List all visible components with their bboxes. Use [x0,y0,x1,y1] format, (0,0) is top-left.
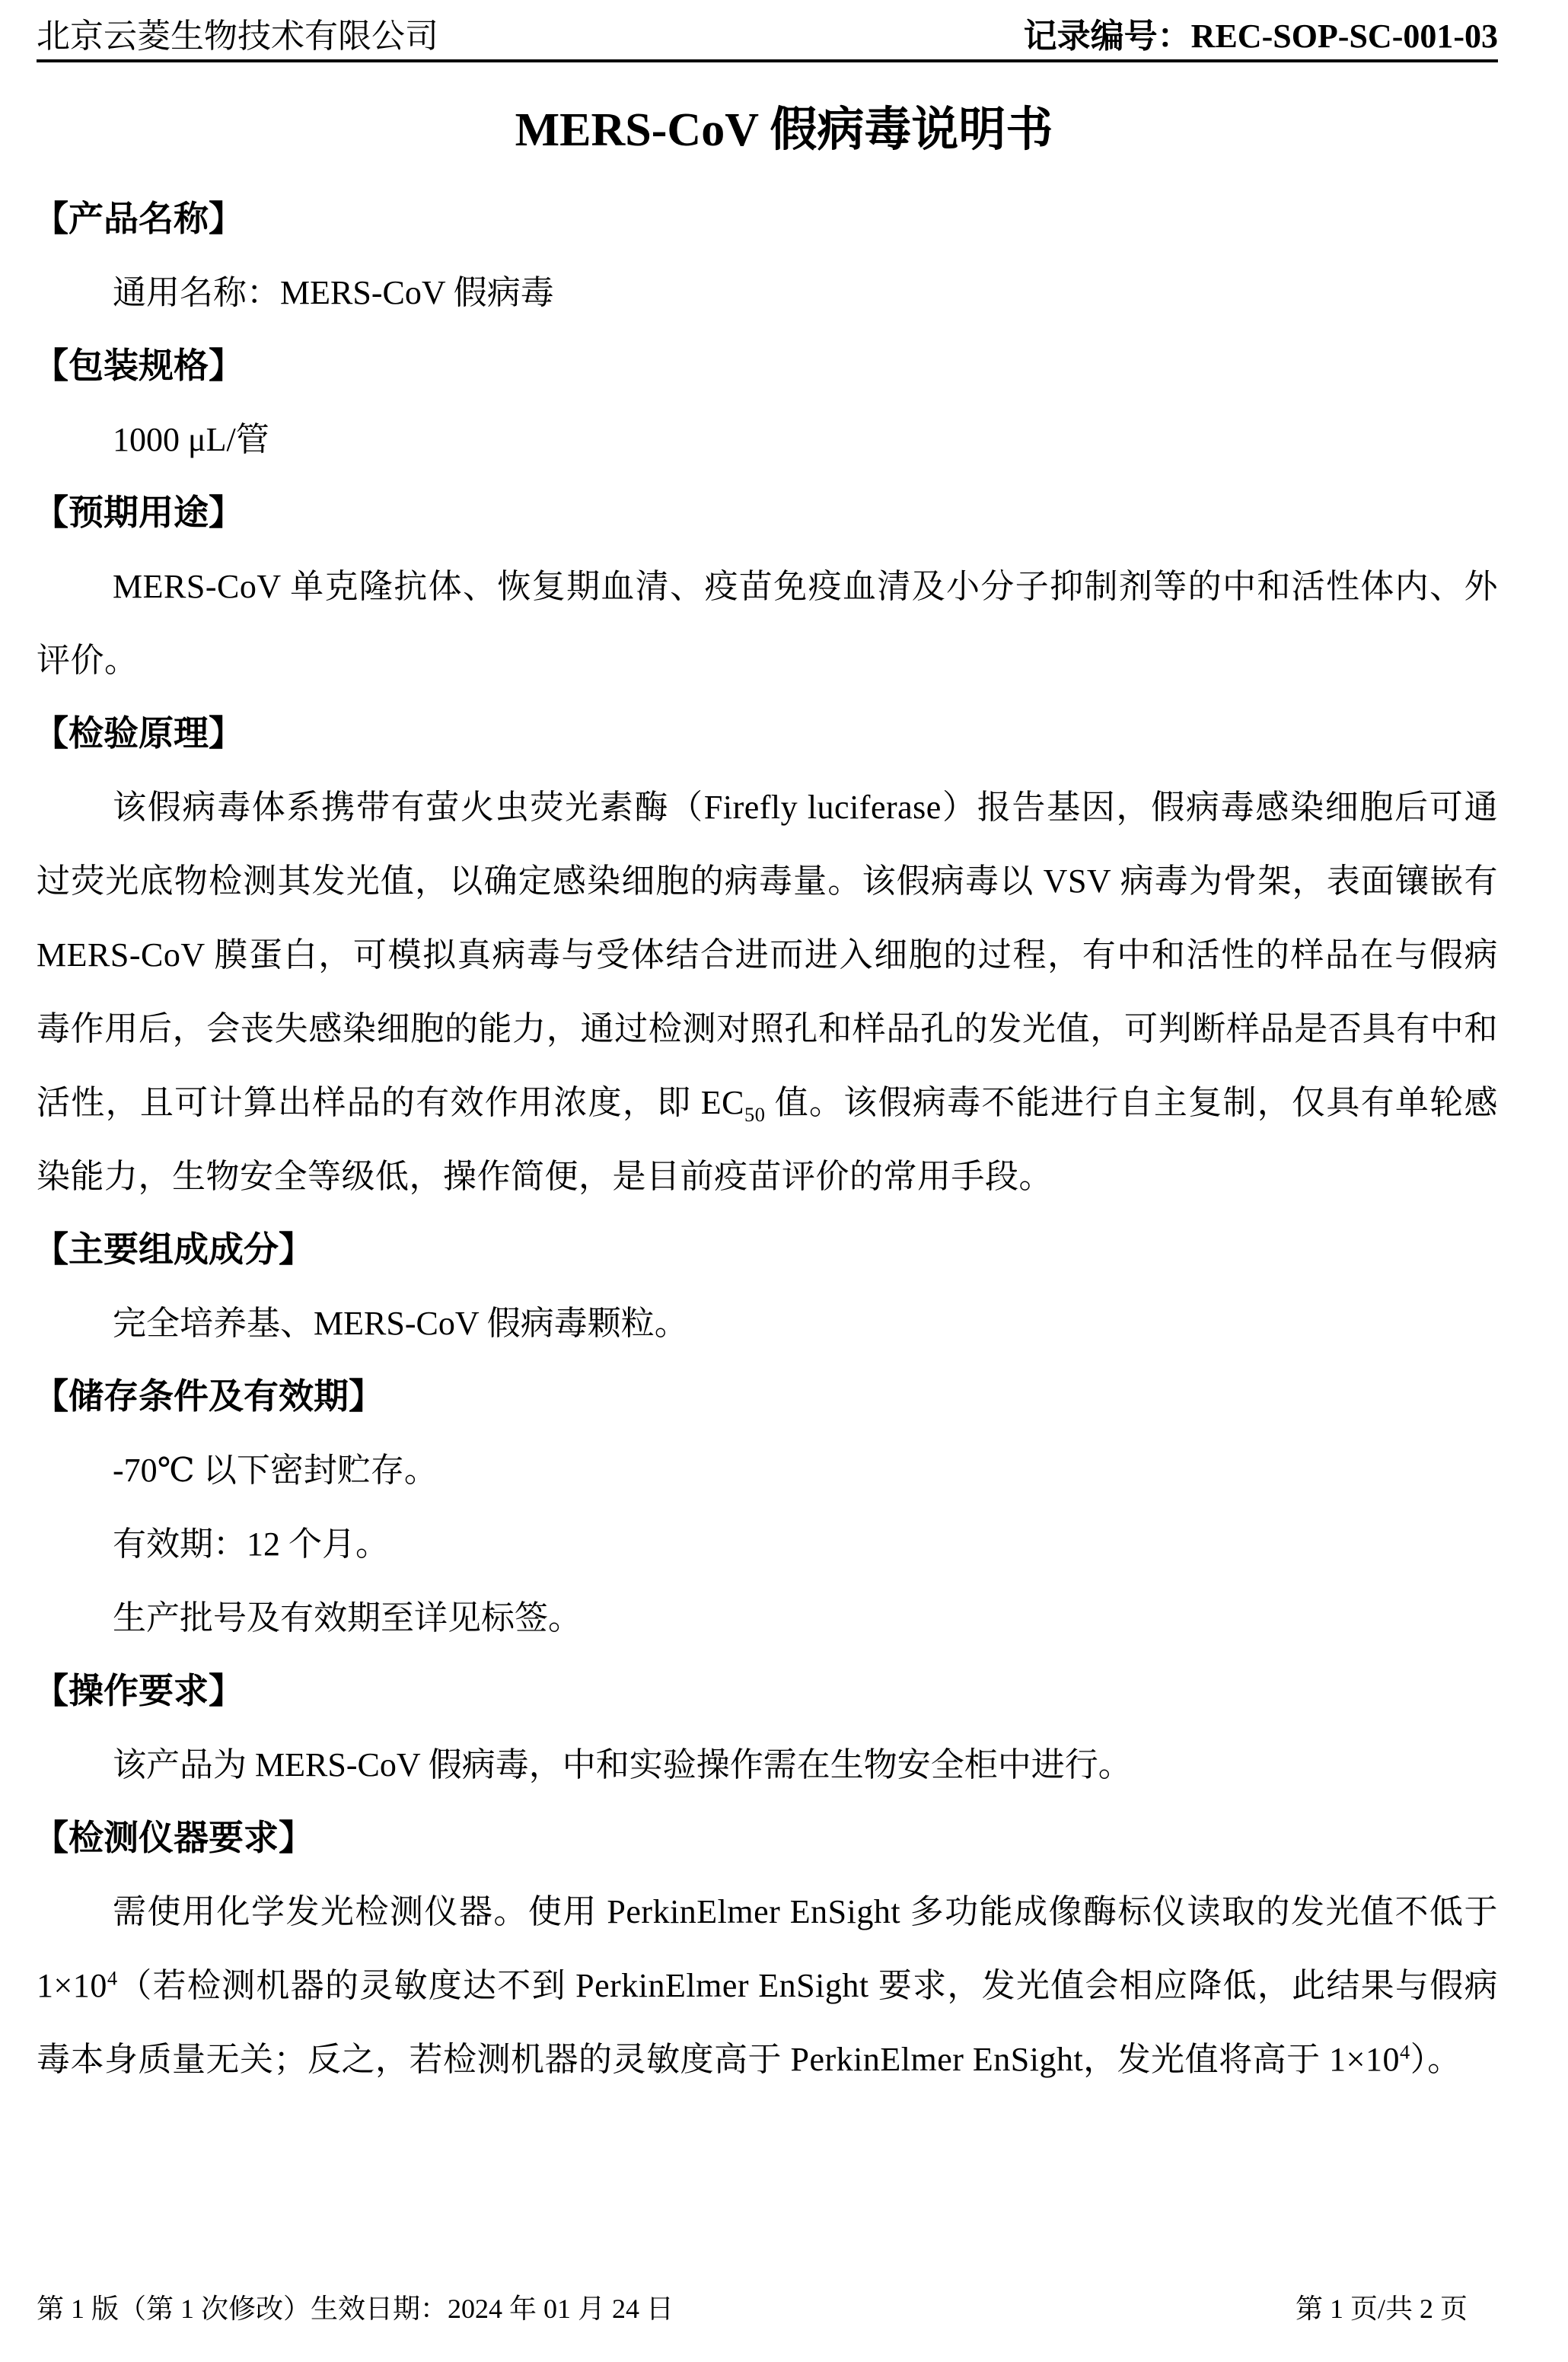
section-heading-principle: 【检验原理】 [33,714,244,753]
principle-text-b: 值。该假病毒不能进行自主复制，仅具有单轮感染能力，生物安全等级低，操作简便，是目前疫苗评价的常用手段。 [37,1084,1498,1195]
section-heading-packaging: 【包装规格】 [33,346,244,385]
instrument-text-b: （若检测机器的灵敏度达不到 PerkinElmer EnSight 要求，发光值会相应降低，此结果与假病毒本身质量无关；反之，若检测机器的灵敏度高于 PerkinElmer EnSight，发光值将高于 1×10 [37,1967,1498,2078]
intended-use-text: MERS-CoV 单克隆抗体、恢复期血清、疫苗免疫血清及小分子抑制剂等的中和活性体内、外评价。 [37,568,1498,679]
composition-text: 完全培养基、MERS-CoV 假病毒颗粒。 [113,1305,688,1342]
document-body [33,183,1498,2096]
page-footer [37,2287,1468,2326]
company-name: 北京云菱生物技术有限公司 [37,18,438,55]
principle-text-a: 该假病毒体系携带有萤火虫荧光素酶（Firefly luciferase）报告基因，假病毒感染细胞后可通过荧光底物检测其发光值，以确定感染细胞的病毒量。该假病毒以 VSV 病毒为骨架，表面镶嵌有 MERS-CoV 膜蛋白，可模拟真病毒与受体结合进而进入细胞的过程，有中和活性的样品在与假病毒作用后，会丧失感染细胞的能力，通过检测对照孔和样品孔的发光值，可判断样品是否具有中和活性，且可计算出样品的有效作用浓度，即 EC [37,789,1498,1121]
exponent: 4 [107,1966,118,1990]
operation-text: 该产品为 MERS-CoV 假病毒，中和实验操作需在生物安全柜中进行。 [113,1746,1132,1783]
section-heading-product-name: 【产品名称】 [33,199,244,238]
page-header [37,6,1498,62]
section-heading-storage: 【储存条件及有效期】 [33,1377,384,1416]
storage-line: 有效期：12 个月。 [113,1525,389,1563]
instrument-text-c: ）。 [1410,2041,1461,2078]
section-heading-intended-use: 【预期用途】 [33,493,244,532]
section-heading-instrument: 【检测仪器要求】 [33,1819,314,1857]
storage-line: 生产批号及有效期至详见标签。 [113,1599,582,1637]
ec50-subscript: 50 [744,1102,766,1126]
section-heading-composition: 【主要组成成分】 [33,1230,314,1269]
product-name-text: 通用名称：MERS-CoV 假病毒 [113,274,554,311]
exponent: 4 [1400,2040,1410,2064]
instrument-text-a: 需使用化学发光检测仪器。使用 PerkinElmer EnSight 多功能成像酶标仪读取的发光值不低于 1×10 [37,1893,1498,2004]
section-heading-operation: 【操作要求】 [33,1672,244,1710]
instrument-paragraph [37,1875,1498,2096]
version-info: 第 1 版（第 1 次修改）生效日期：2024 年 01 月 24 日 [37,2293,674,2324]
document-title: MERS-CoV 假病毒说明书 [515,104,1053,156]
storage-line: -70℃ 以下密封贮存。 [113,1452,438,1489]
record-number: 记录编号：REC-SOP-SC-001-03 [1023,18,1498,55]
packaging-text: 1000 μL/管 [113,421,269,458]
page-number: 第 1 页/共 2 页 [1295,2293,1468,2324]
principle-paragraph [37,770,1498,1213]
